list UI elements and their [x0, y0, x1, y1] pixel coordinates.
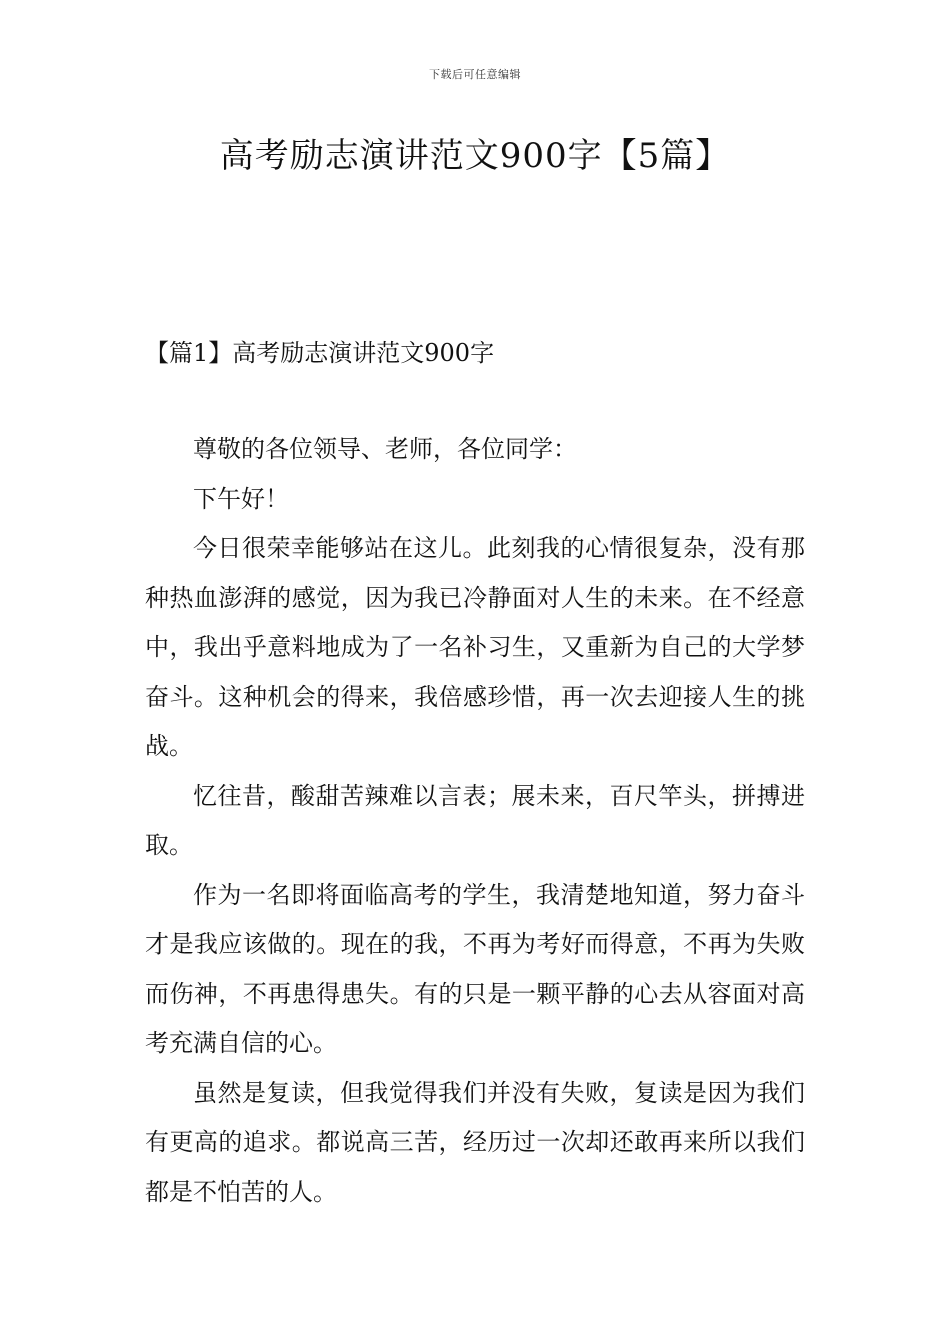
paragraph: 虽然是复读，但我觉得我们并没有失败，复读是因为我们有更高的追求。都说高三苦，经历过一次却还敢再来所以我们都是不怕苦的人。	[145, 1078, 805, 1206]
header-note: 下载后可任意编辑	[429, 68, 521, 81]
paragraph-greeting: 下午好！	[193, 484, 289, 513]
paragraph-salutation: 尊敬的各位领导、老师，各位同学：	[193, 435, 577, 463]
paragraph: 忆往昔，酸甜苦辣难以言表；展未来，百尺竿头，拼搏进取。	[145, 781, 805, 859]
section-heading: 【篇1】高考励志演讲范文900字	[145, 339, 495, 367]
paragraph: 今日很荣幸能够站在这儿。此刻我的心情很复杂，没有那种热血澎湃的感觉，因为我已冷静面对人生的未来。在不经意中，我出乎意料地成为了一名补习生，又重新为自己的大学梦奋斗。这种机会的得来，我倍感珍惜，再一次去迎接人生的挑战。	[145, 534, 805, 760]
paragraph: 作为一名即将面临高考的学生，我清楚地知道，努力奋斗才是我应该做的。现在的我，不再为考好而得意，不再为失败而伤神，不再患得患失。有的只是一颗平静的心去从容面对高考充满自信的心。	[145, 880, 805, 1057]
document-title: 高考励志演讲范文900字【5篇】	[219, 136, 731, 176]
body-text	[145, 425, 805, 1217]
